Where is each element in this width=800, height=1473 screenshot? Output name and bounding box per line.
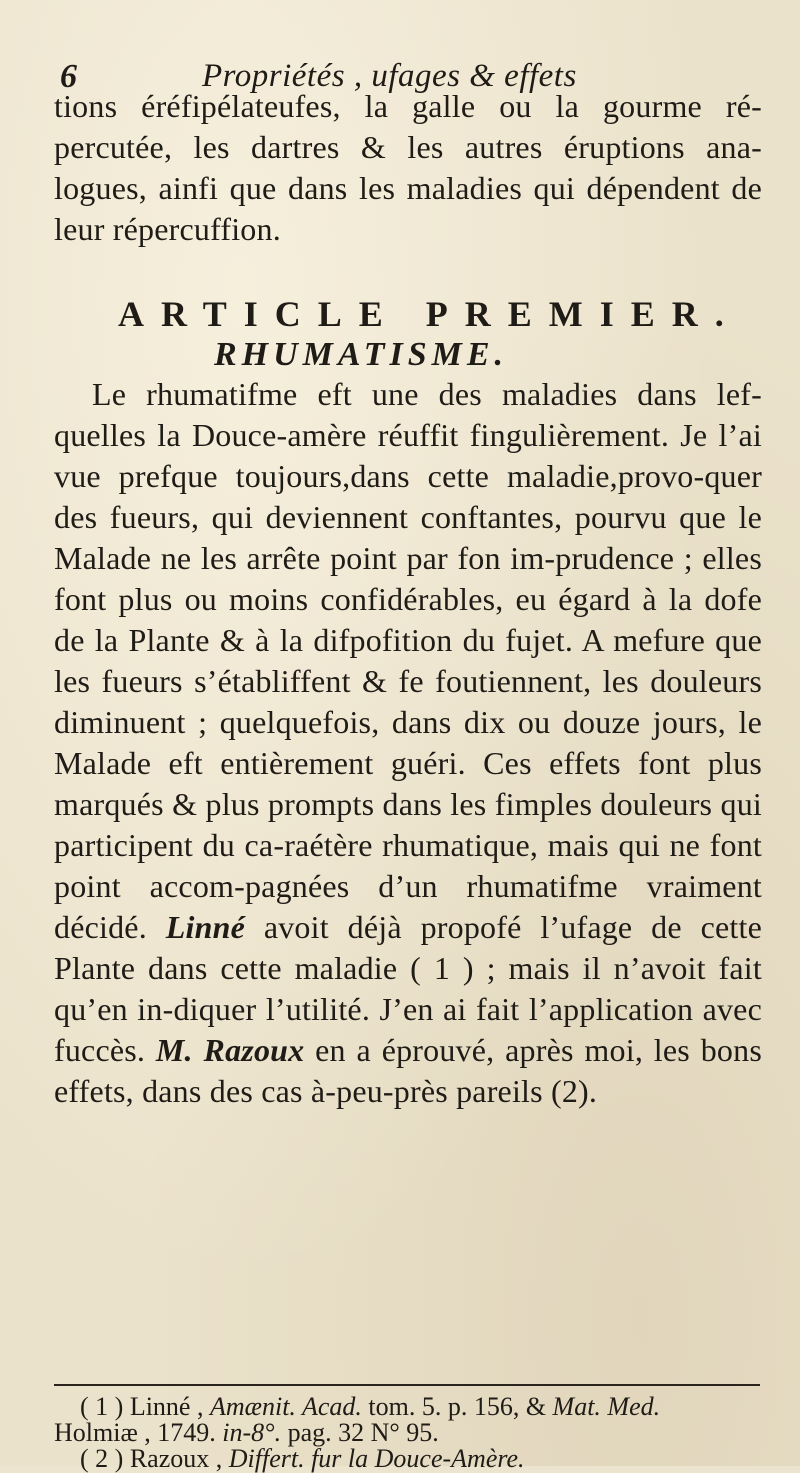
- footnote-1-continued: [54, 1420, 774, 1446]
- intro-paragraph: [54, 86, 762, 250]
- main-text-part2: avoit déjà propofé l’ufage de cette Plante dans cette maladie ( 1 ) ; mais il n’avoit fait qu’en in-diquer l’utilité. J’en ai fait l’application avec fuccès.: [54, 909, 763, 1068]
- main-text-part1: Le rhumatifme eft une des maladies dans lef-quelles la Douce-amère réuffit fingulièrement. Je l’ai vue prefque toujours,dans cette maladie,provo-quer des fueurs, qui deviennent conftantes, pourvu que le Malade ne les arrête point par fon im-prudence ; elles font plus ou moins confidérables, eu égard à la dofe de la Plante & à la difpofition du fujet. A mefure que les fueurs s’établiffent & fe foutiennent, les douleurs diminuent ; quelquefois, dans dix ou douze jours, le Malade eft entièrement guéri. Ces effets font plus marqués & plus prompts dans les fimples douleurs qui participent du ca-raétère rhumatique, mais qui ne font point accom-pagnées d’un rhumatifme vraiment décidé.: [54, 376, 762, 945]
- person-name-razoux: M. Razoux: [155, 1032, 305, 1068]
- fn2-author: ( 2 ) Razoux ,: [80, 1444, 229, 1473]
- intro-text: tions éréfipélateufes, la galle ou la gourme ré-percutée, les dartres & les autres éruptions ana-logues, ainfi que dans les maladies qui dépendent de leur répercuffion.: [54, 88, 762, 247]
- footnote-1: [54, 1394, 774, 1420]
- fn1-author: ( 1 ) Linné ,: [80, 1392, 210, 1421]
- section-title: RHUMATISME.: [214, 336, 509, 373]
- main-text: [54, 374, 762, 1112]
- fn1-ref: tom. 5. p. 156, &: [361, 1392, 553, 1421]
- footnote-divider: [54, 1384, 760, 1386]
- article-title: ARTICLE PREMIER.: [118, 294, 741, 334]
- fn2-work: Differt. fur la Douce-Amère.: [228, 1444, 525, 1473]
- footnotes: [54, 1394, 774, 1472]
- fn1-format: in-8°.: [222, 1418, 282, 1447]
- main-text-part3: en a éprouvé, après moi, les bons effets, dans des cas à-peu-près pareils (2).: [54, 1032, 762, 1109]
- fn1-work2: Mat. Med.: [552, 1392, 661, 1421]
- fn1-place: Holmiæ , 1749.: [54, 1418, 223, 1447]
- page-number: 6: [60, 58, 77, 95]
- fn1-page: pag. 32 N° 95.: [281, 1418, 439, 1447]
- fn1-work: Amænit. Acad.: [209, 1392, 362, 1421]
- running-head: Propriétés , ufages & effets: [202, 58, 577, 94]
- main-paragraph: [54, 374, 762, 1112]
- person-name-linne: Linné: [165, 909, 245, 945]
- footnote-2: [54, 1446, 774, 1472]
